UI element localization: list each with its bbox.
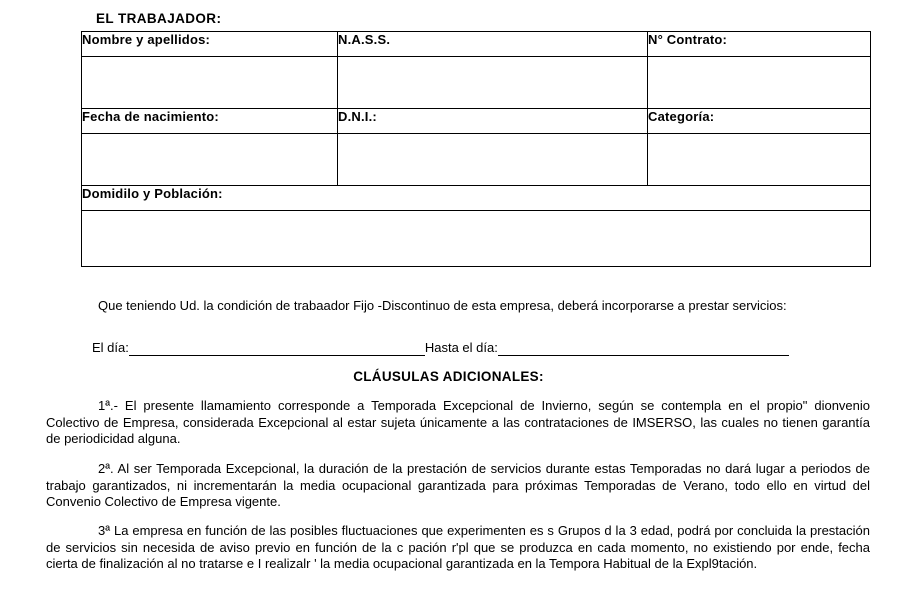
table-row [82, 109, 871, 134]
date-from-label: El día: [92, 340, 129, 355]
field-label-nombre: Nombre y apellidos: [82, 32, 338, 57]
section-heading-worker: EL TRABAJADOR: [96, 11, 222, 26]
intro-paragraph: Que teniendo Ud. la condición de trabaador Fijo -Discontinuo de esta empresa, deberá incorporarse a prestar servicios: [98, 298, 787, 313]
table-row [82, 32, 871, 57]
date-to-input[interactable] [498, 344, 789, 356]
table-row [82, 186, 871, 211]
clause-paragraph-3: 3ª La empresa en función de las posibles fluctuaciones que experimenten es s Grupos d la 3 edad, podrá por concluida la prestación de servicios sin necesida de aviso previo en función de la c pación r'pl que se produzca en cada momento, no existiendo por ende, fecha cierta de finalización al no tratarse e I realizalr ' la media ocupacional garantizada en la Tempora Habitual de la Expl9tación. [46, 523, 870, 571]
field-value-dni[interactable] [338, 134, 648, 186]
field-label-domicilio: Domidilo y Población: [82, 186, 871, 211]
table-row [82, 211, 871, 267]
field-label-nass: N.A.S.S. [338, 32, 648, 57]
field-label-dni: D.N.I.: [338, 109, 648, 134]
field-value-fecha-nacimiento[interactable] [82, 134, 338, 186]
date-to-label: Hasta el día: [424, 340, 498, 355]
field-value-nombre[interactable] [82, 57, 338, 109]
worker-data-table [81, 31, 871, 267]
field-label-categoria: Categoría: [648, 109, 871, 134]
field-value-nass[interactable] [338, 57, 648, 109]
field-value-contrato[interactable] [648, 57, 871, 109]
date-fill-in-line [92, 340, 852, 356]
field-value-categoria[interactable] [648, 134, 871, 186]
field-value-domicilio[interactable] [82, 211, 871, 267]
date-from-input[interactable] [129, 344, 425, 356]
clauses-title: CLÁUSULAS ADICIONALES: [353, 369, 544, 384]
table-row [82, 134, 871, 186]
clause-paragraph-2: 2ª. Al ser Temporada Excepcional, la duración de la prestación de servicios durante estas Temporadas no dará lugar a periodos de trabajo garantizados, ni incrementarán la media ocupacional garantizada para próximas Temporadas de Verano, todo ello en virtud del Convenio Colectivo de Empresa vigente. [46, 461, 870, 509]
clause-paragraph-1: 1ª.- El presente llamamiento corresponde a Temporada Excepcional de Invierno, según se contempla en el propio" dionvenio Colectivo de Empresa, considerada Excepcional al estar sujeta únicamente a las contrataciones de IMSERSO, las cuales no tienen garantía de periodicidad alguna. [46, 398, 870, 446]
field-label-fecha-nacimiento: Fecha de nacimiento: [82, 109, 338, 134]
field-label-contrato: N° Contrato: [648, 32, 871, 57]
table-row [82, 57, 871, 109]
